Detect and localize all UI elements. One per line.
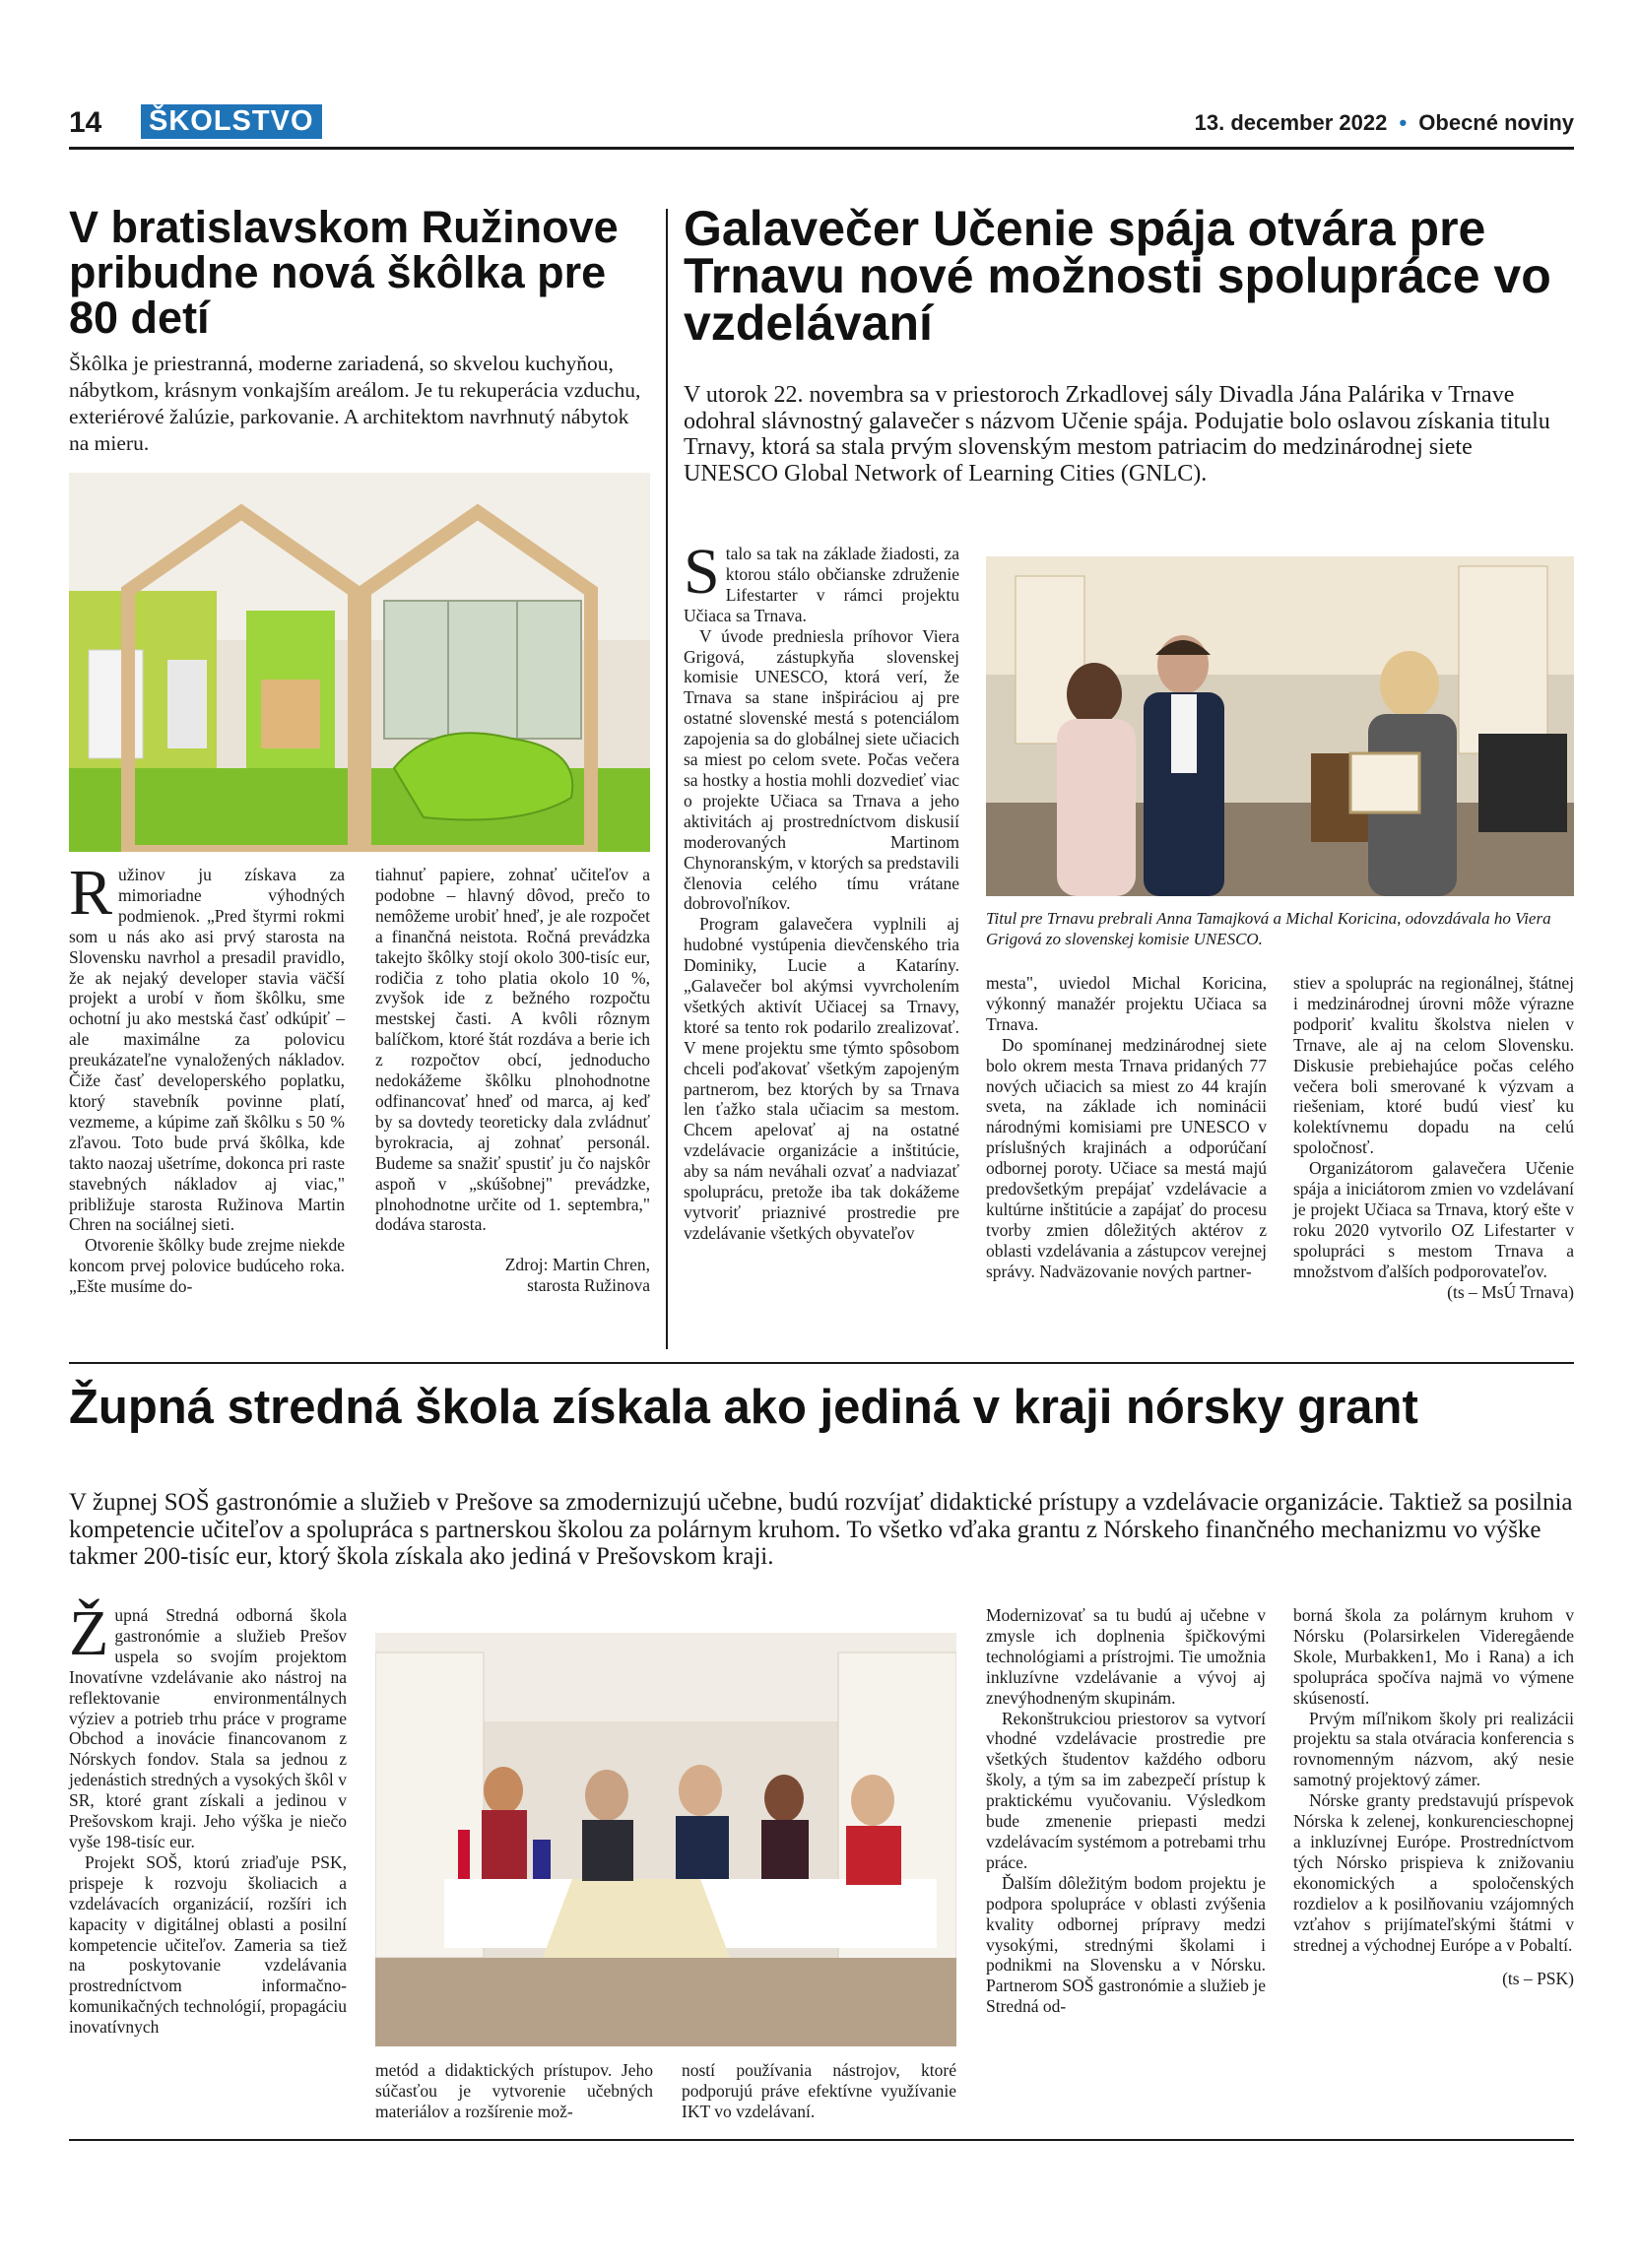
separator-dot: • bbox=[1399, 110, 1408, 135]
article3-lead: V župnej SOŠ gastronómie a služieb v Prešove sa zmodernizujú učebne, budú rozvíjať didaktické prístupy a vzdelávacie organizácie. Taktiež sa posilnia kompetencie učiteľov a spolupráca s partnerskou školou za polárnym kruhom. To všetko vďaka grantu z Nórskeho finančného mechanizmu vo výške takmer 200-tisíc eur, ktorý škola získala ako jediná v Prešovskom kraji. bbox=[69, 1489, 1573, 1570]
page-number: 14 bbox=[69, 106, 102, 139]
article3-col1-text: upná Stredná odborná škola gastronómie a služieb Prešov uspela so svojím projektom Inovatívne vzdelávanie ako nástroj na reflektovanie environmentálnych výziev a potrieb trhu práce v programe Obchod a inovácie financovanom z Nórskych fondov. Stala sa jednou z jedenástich stredných a vysokých škôl v SR, ktoré grant získali a jedinou v Prešovskom kraji. Jeho výška je niečo vyše 198-tisíc eur. bbox=[69, 1605, 347, 1851]
article1-col2-text: tiahnuť papiere, zohnať učiteľov a podobne – hlavný dôvod, prečo to nemôžeme urobiť hneď, je ale rozpočet a finančná neistota. Ročná prevádzka takejto škôlky stojí okolo 300-tisíc eur, rodičia z toho platia okolo 10 %, zvyšok ide z bežného rozpočtu mestskej časti. A kvôli rôznym balíčkom, ktoré štát rozdáva a berie ich z rozpočtov obcí, jednoducho nedokážeme škôlku plnohodnotne odfinancovať hneď od marca, aj keď by sa dovtedy teoreticky dala zvládnuť byrokracia, aj zohnať personál. Budeme sa snažiť spustiť ju čo najskôr aspoň v „skúšobnej" prevádzke, plnohodnotne určite od 1. septembra," dodáva starosta. bbox=[375, 865, 650, 1235]
article3-col1 bbox=[69, 1597, 347, 2038]
article-divider bbox=[69, 1362, 1574, 1364]
article3-col4 bbox=[1293, 1605, 1574, 1989]
article2-col2b-text: Do spomínanej medzinárodnej siete bolo okrem mesta Trnava pridaných 77 nových učiacich sa miest zo 44 krajín sveta, na základe ich nominácii národnými komisiami pre UNESCO v príslušných krajinách a odporúčaní odbornej poroty. Učiace sa mestá majú predovšetkým prepájať vzdelávacie a kultúrne inštitúcie a zapájať do procesu tvorby zmien dôležitých aktérov z oblasti vzdelávania a zástupcov verejnej správy. Nadväzovanie nových partner- bbox=[986, 1034, 1267, 1281]
conference-panel-image bbox=[375, 1633, 956, 2046]
article3-col1b-text: Projekt SOŠ, ktorú zriaďuje PSK, prispeje k rozvoju školiacich a vzdelávacích organizácií, rozšíri ich kapacity v digitálnej oblasti a posilní kompetencie učiteľov. Zameria sa tiež na poskytovanie vzdelávania prostredníctvom informačno-komunikačných technológií, propagáciu inovatívnych bbox=[69, 1851, 347, 2038]
article3-dropcap: Ž bbox=[69, 1597, 109, 1669]
article3-col3c-text: Ďalším dôležitým bodom projektu je podpora spolupráce v oblasti zvýšenia kvality odbornej prípravy medzi vysokými, strednými školami i podnikmi na Slovensku a v Nórsku. Partnerom SOŠ gastronómie a služieb je Stredná od- bbox=[986, 1872, 1266, 2017]
article2-headline: Galavečer Učenie spája otvára pre Trnavu nové možnosti spolupráce vo vzdelávaní bbox=[684, 201, 1551, 351]
kindergarten-photo bbox=[69, 473, 650, 852]
article1-col2 bbox=[375, 865, 650, 1296]
article1-col1-text: užinov ju získava za mimoriadne výhodných podmienok. „Pred štyrmi rokmi som u nás ako asi prvý starosta na Slovensku navrhol a presadil pravidlo, že ak nejaký developer stavia väčší projekt a urobí v ňom škôlku, sme ochotní ju ako mestská časť odkúpiť – ale maximálne za polovicu preukázateľne vynaložených nákladov. Čiže časť developerského poplatku, ktorý stavebník povinne platí, vezmeme, a kúpime zaň škôlku s 50 % zľavou. Toto bude prvá škôlka, kde takto naozaj ušetríme, dokonca pri raste stavebných nákladov aj viac," približuje starosta Ružinova Martin Chren na sociálnej sieti. bbox=[69, 865, 345, 1235]
article3-col3-text: Modernizovať sa tu budú aj učebne v zmysle ich doplnenia špičkovými technológiami a prístrojmi. Tie umožnia inkluzívne vzdelávanie a vývoj aj znevýhodneným skupinám. bbox=[986, 1605, 1266, 1708]
article2-col1a-text: talo sa tak na základe žiadosti, za ktorou stálo občianske združenie Lifestarter v rámci projektu Učiaca sa Trnava. bbox=[684, 544, 959, 625]
section-badge: ŠKOLSTVO bbox=[141, 104, 322, 139]
article2-lead: V utorok 22. novembra sa v priestoroch Zrkadlovej sály Divadla Jána Palárika v Trnave odohral slávnostný galavečer s názvom Učenie spája. Podujatie bolo oslavou získania titulu Trnavy, ktorá sa stala prvým slovenským mestom patriacim do medzinárodnej siete UNESCO Global Network of Learning Cities (GNLC). bbox=[684, 382, 1550, 486]
article1-source-line1: Zdroj: Martin Chren, bbox=[504, 1255, 650, 1275]
article2-credit: (ts – MsÚ Trnava) bbox=[1447, 1281, 1574, 1302]
article2-col2-text: mesta", uviedol Michal Koricina, výkonný manažér projektu Učiaca sa Trnava. bbox=[986, 973, 1267, 1034]
article1-col1 bbox=[69, 857, 345, 1297]
page-header bbox=[69, 102, 1574, 150]
article2-col3-text: stiev a spoluprác na regionálnej, štátnej i medzinárodnej úrovni môže výrazne podporiť kvalitu školstva nielen v Trnave, ale aj na celom Slovensku. Diskusie prebiehajúce počas celého večera boli smerované k výzvam a riešeniam, ktoré budú viesť ku kolektívnemu dopadu na celú spoločnosť. bbox=[1293, 973, 1574, 1158]
column-divider bbox=[666, 209, 668, 1349]
school-conference-photo bbox=[375, 1633, 956, 2046]
article1-col1b-text: Otvorenie škôlky bude zrejme niekde koncom prvej polovice budúceho roka. „Ešte musíme do- bbox=[69, 1235, 345, 1297]
article2-col3b-text: Organizátorom galavečera Učenie spája a iniciátorom zmien vo vzdelávaní je projekt Učiaca sa Trnava, ktorý ešte v roku 2020 vytvorilo OZ Lifestarter v spolupráci s mestom Trnava a množstvom ďalších podporovateľov. bbox=[1293, 1158, 1574, 1281]
article3-col4-text: borná škola za polárnym kruhom v Nórsku (Polarsirkelen Videregående Skole, Murbakken1, Mo i Rana) a ich spolupráca spočíva najmä vo výmene skúseností. bbox=[1293, 1605, 1574, 1708]
page-bottom-rule bbox=[69, 2139, 1574, 2141]
article2-col1c-text: Program galavečera vyplnili aj hudobné vystúpenia dievčenského tria Dominiky, Lucie a Kataríny. „Galavečer bol akýmsi vyvrcholením všetkých aktivít Učiacej sa Trnavy, ktoré sa tento rok podarilo zrealizovať. V mene projektu sme týmto spôsobom chceli poďakovať všetkým zapojeným partnerom, bez ktorých by sa Trnava len ťažko stala učiacim sa mestom. Chcem apelovať aj na ostatné vzdelávacie organizácie a inštitúcie, aby sa nám neváhali ozvať a nadviazať spoluprácu, pretože iba tak dokážeme vytvoriť priaznivé prostredie pre vzdelávanie všetkých obyvateľov bbox=[684, 914, 959, 1243]
article3-credit: (ts – PSK) bbox=[1502, 1969, 1574, 1989]
kindergarten-interior-image bbox=[69, 473, 650, 852]
article2-col2 bbox=[986, 973, 1267, 1282]
article1-source-line2: starosta Ružinova bbox=[527, 1275, 650, 1296]
article2-col1b-text: V úvode predniesla príhovor Viera Grigová, zástupkyňa slovenskej komisie UNESCO, ktorá verí, že Trnava sa stane inšpiráciou aj pre ostatné slovenské mestá s potenciálom zapojenia sa do globálnej siete učiacich sa miest po celom svete. Počas večera sa hostky a hostia mohli dozvedieť viac o projekte Učiaca sa Trnava a jeho aktivitách aj prostredníctvom diskusií moderovaných Martinom Chynoranským, v ktorých sa predstavili členovia celého tímu vrátane dobrovoľníkov. bbox=[684, 625, 959, 914]
article3-col4b-text: Prvým míľnikom školy pri realizácii projektu sa stala otváracia konferencia s rovnomenným názvom, aký nesie samotný projektový zámer. bbox=[1293, 1708, 1574, 1790]
galavecer-caption: Titul pre Trnavu prebrali Anna Tamajková a Michal Koricina, odovzdávala ho Viera Grigová zo slovenskej komisie UNESCO. bbox=[986, 909, 1551, 948]
article3-headline: Župná stredná škola získala ako jediná v kraji nórsky grant bbox=[69, 1381, 1418, 1434]
header-meta bbox=[1195, 110, 1574, 136]
article3-col3b-text: Rekonštrukciou priestorov sa vytvorí vhodné vzdelávacie prostredie pre všetkých študentov každého odboru školy, a tým sa im zabezpečí prístup k praktickému vyučovaniu. Výsledkom bude zmenenie priepasti medzi vzdelávacím systémom a potrebami trhu práce. bbox=[986, 1708, 1266, 1872]
article3-below2: ností používania nástrojov, ktoré podporujú práve efektívne využívanie IKT vo vzdelávaní. bbox=[682, 2060, 956, 2121]
article3-col4c-text: Nórske granty predstavujú príspevok Nórska k zelenej, konkurencieschopnej a inkluzívnej Európe. Prostredníctvom tých Nórsko prispieva k znižovaniu ekonomických a spoločenských rozdielov a k posilňovaniu vzájomných vzťahov s prijímateľskými štátmi v strednej a východnej Európe a v Pobaltí. bbox=[1293, 1790, 1574, 1955]
publication-name: Obecné noviny bbox=[1418, 110, 1574, 135]
article2-dropcap: S bbox=[684, 536, 720, 608]
article2-col3 bbox=[1293, 973, 1574, 1303]
article1-headline: V bratislavskom Ružinove pribudne nová škôlka pre 80 detí bbox=[69, 202, 619, 343]
article1-dropcap: R bbox=[69, 857, 113, 929]
article2-col1 bbox=[684, 536, 959, 1244]
award-ceremony-image bbox=[986, 556, 1574, 896]
galavecer-photo bbox=[986, 556, 1574, 896]
article3-below1: metód a didaktických prístupov. Jeho súčasťou je vytvorenie učebných materiálov a rozšírenie mož- bbox=[375, 2060, 653, 2121]
article1-lead: Škôlka je priestranná, moderne zariadená, so skvelou kuchyňou, nábytkom, krásnym vonkajším areálom. Je tu rekuperácia vzduchu, exteriérové žalúzie, parkovanie. A architektom navrhnutý nábytok na mieru. bbox=[69, 352, 641, 455]
issue-date: 13. december 2022 bbox=[1194, 110, 1388, 135]
article3-col3 bbox=[986, 1605, 1266, 2017]
